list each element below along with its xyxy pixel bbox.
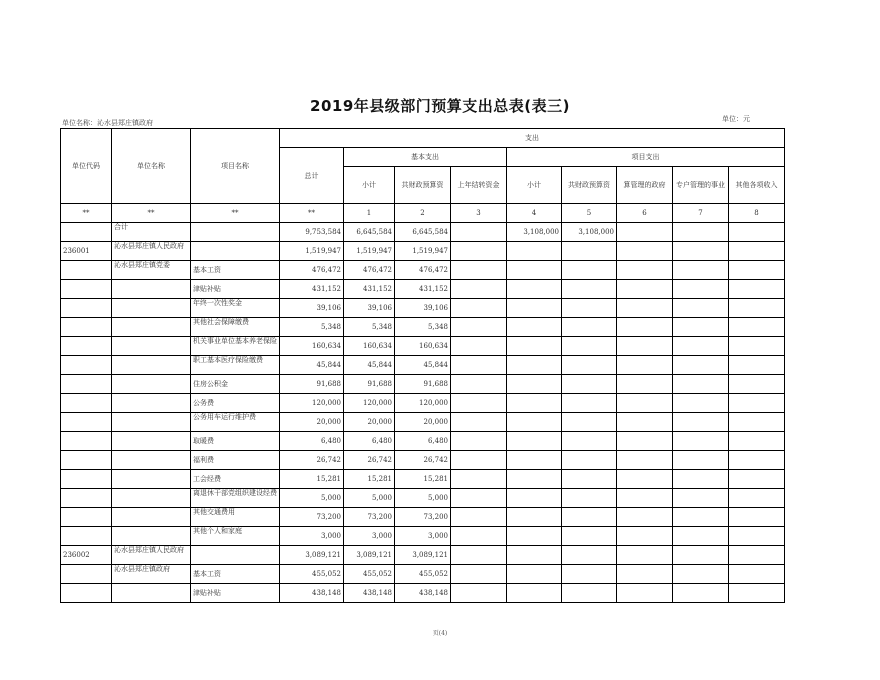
cell-item-name: 公务用车运行维护费 [191,413,280,432]
cell-item-name: 其他交通费用 [191,508,280,527]
header-project-public-finance: 共财政预算资 [562,167,617,204]
table-row [61,394,785,413]
cell-basic-carryover [451,451,507,470]
cell-project-other-income [729,394,785,413]
cell-project-special-account [673,527,729,546]
cell-basic-carryover [451,318,507,337]
table-row [61,508,785,527]
cell-basic-subtotal: 5,000 [344,489,395,508]
cell-basic-carryover [451,432,507,451]
cell-project-other-income [729,489,785,508]
cell-unit-name [112,318,191,337]
column-number: 3 [451,204,507,223]
cell-total: 26,742 [280,451,344,470]
header-basic: 基本支出 [344,148,507,167]
cell-basic-public-finance: 91,688 [395,375,451,394]
cell-project-subtotal [507,451,562,470]
cell-project-public-finance [562,546,617,565]
cell-basic-subtotal: 91,688 [344,375,395,394]
cell-basic-subtotal: 5,348 [344,318,395,337]
table-row [61,375,785,394]
cell-project-subtotal [507,242,562,261]
header-project-other-income: 其他各项收入 [729,167,785,204]
column-number: 6 [617,204,673,223]
cell-project-public-finance [562,261,617,280]
cell-basic-public-finance: 26,742 [395,451,451,470]
cell-total: 120,000 [280,394,344,413]
cell-project-special-account [673,394,729,413]
cell-project-special-account [673,451,729,470]
cell-unit-name [112,451,191,470]
cell-basic-carryover [451,489,507,508]
cell-total: 73,200 [280,508,344,527]
cell-project-gov-fund [617,356,673,375]
cell-unit-code [61,413,112,432]
cell-item-name: 年终一次性奖金 [191,299,280,318]
cell-total: 45,844 [280,356,344,375]
cell-project-subtotal [507,261,562,280]
cell-basic-subtotal: 3,000 [344,527,395,546]
cell-unit-code [61,299,112,318]
header-unit-name: 单位名称 [112,129,191,204]
cell-project-gov-fund [617,565,673,584]
cell-unit-name [112,375,191,394]
cell-unit-name: 沁水县郑庄镇人民政府 [112,546,191,565]
cell-project-special-account [673,337,729,356]
cell-basic-subtotal: 455,052 [344,565,395,584]
cell-unit-code [61,356,112,375]
cell-basic-public-finance: 431,152 [395,280,451,299]
page-number: 页(4) [432,630,448,637]
cell-project-gov-fund [617,375,673,394]
cell-unit-code [61,394,112,413]
cell-unit-code [61,375,112,394]
cell-project-gov-fund [617,584,673,603]
cell-item-name: 离退休干部党组织建设经费 [191,489,280,508]
column-number: 1 [344,204,395,223]
cell-basic-carryover [451,375,507,394]
cell-project-subtotal [507,394,562,413]
cell-unit-name [112,584,191,603]
cell-project-public-finance [562,527,617,546]
cell-unit-code [61,337,112,356]
cell-project-gov-fund [617,470,673,489]
cell-basic-public-finance: 45,844 [395,356,451,375]
cell-item-name: 基本工资 [191,565,280,584]
report-title: 2019年县级部门预算支出总表(表三) [310,97,570,115]
cell-project-gov-fund [617,261,673,280]
column-number: 5 [562,204,617,223]
cell-basic-subtotal: 39,106 [344,299,395,318]
cell-project-gov-fund [617,508,673,527]
cell-unit-name [112,356,191,375]
cell-project-subtotal [507,318,562,337]
cell-project-special-account [673,242,729,261]
cell-project-special-account [673,280,729,299]
cell-total: 91,688 [280,375,344,394]
cell-project-subtotal [507,508,562,527]
cell-item-name: 住房公积金 [191,375,280,394]
cell-project-other-income [729,508,785,527]
cell-total: 5,000 [280,489,344,508]
cell-basic-public-finance: 476,472 [395,261,451,280]
cell-project-special-account [673,565,729,584]
cell-basic-carryover [451,470,507,489]
cell-basic-public-finance: 1,519,947 [395,242,451,261]
cell-unit-code [61,280,112,299]
cell-unit-name [112,489,191,508]
cell-project-special-account [673,489,729,508]
cell-project-public-finance [562,356,617,375]
cell-project-public-finance [562,280,617,299]
cell-item-name: 其他个人和家庭 [191,527,280,546]
table-header [61,129,785,223]
cell-project-other-income [729,527,785,546]
cell-unit-name: 沁水县郑庄镇人民政府 [112,242,191,261]
cell-project-special-account [673,584,729,603]
cell-basic-public-finance: 5,348 [395,318,451,337]
table-row [61,432,785,451]
cell-basic-public-finance: 3,089,121 [395,546,451,565]
cell-project-other-income [729,546,785,565]
cell-project-special-account [673,261,729,280]
cell-project-public-finance: 3,108,000 [562,223,617,242]
cell-basic-carryover [451,527,507,546]
cell-basic-public-finance: 6,645,584 [395,223,451,242]
cell-project-subtotal [507,280,562,299]
cell-unit-code [61,451,112,470]
column-number: 4 [507,204,562,223]
cell-project-other-income [729,261,785,280]
cell-total: 476,472 [280,261,344,280]
table-row [61,223,785,242]
table-row [61,242,785,261]
cell-unit-code [61,489,112,508]
table-row [61,451,785,470]
cell-unit-code [61,508,112,527]
table-row [61,489,785,508]
column-number: 2 [395,204,451,223]
table-row [61,413,785,432]
cell-project-gov-fund [617,318,673,337]
cell-project-public-finance [562,337,617,356]
cell-item-name: 福利费 [191,451,280,470]
column-number-row [61,204,785,223]
table-row [61,584,785,603]
cell-project-subtotal [507,470,562,489]
cell-project-subtotal [507,356,562,375]
cell-project-subtotal [507,337,562,356]
cell-basic-subtotal: 120,000 [344,394,395,413]
cell-item-name [191,546,280,565]
cell-unit-name [112,337,191,356]
cell-item-name [191,242,280,261]
cell-basic-public-finance: 39,106 [395,299,451,318]
cell-basic-public-finance: 73,200 [395,508,451,527]
cell-project-other-income [729,451,785,470]
header-project-special-account: 专户管理的事业 [673,167,729,204]
cell-item-name: 津贴补贴 [191,280,280,299]
cell-project-other-income [729,299,785,318]
cell-project-gov-fund [617,394,673,413]
cell-basic-subtotal: 6,645,584 [344,223,395,242]
cell-project-other-income [729,318,785,337]
header-basic-carryover: 上年结转资金 [451,167,507,204]
cell-basic-public-finance: 120,000 [395,394,451,413]
cell-basic-subtotal: 3,089,121 [344,546,395,565]
cell-basic-public-finance: 3,000 [395,527,451,546]
cell-total: 5,348 [280,318,344,337]
cell-project-special-account [673,223,729,242]
cell-project-subtotal: 3,108,000 [507,223,562,242]
cell-basic-subtotal: 438,148 [344,584,395,603]
cell-basic-public-finance: 15,281 [395,470,451,489]
cell-total: 3,000 [280,527,344,546]
cell-item-name: 职工基本医疗保险缴费 [191,356,280,375]
cell-unit-name [112,508,191,527]
cell-item-name: 取暖费 [191,432,280,451]
cell-project-special-account [673,508,729,527]
cell-project-other-income [729,223,785,242]
cell-unit-name [112,527,191,546]
cell-project-public-finance [562,489,617,508]
cell-project-public-finance [562,413,617,432]
column-number: 8 [729,204,785,223]
table-row [61,546,785,565]
table-row [61,527,785,546]
cell-total: 431,152 [280,280,344,299]
cell-project-gov-fund [617,489,673,508]
cell-project-public-finance [562,375,617,394]
table-row [61,280,785,299]
cell-basic-carryover [451,280,507,299]
cell-total: 1,519,947 [280,242,344,261]
cell-basic-subtotal: 6,480 [344,432,395,451]
header-unit-code: 单位代码 [61,129,112,204]
cell-basic-public-finance: 6,480 [395,432,451,451]
cell-basic-carryover [451,356,507,375]
cell-project-gov-fund [617,527,673,546]
cell-project-public-finance [562,565,617,584]
cell-project-special-account [673,432,729,451]
cell-total: 39,106 [280,299,344,318]
cell-basic-carryover [451,508,507,527]
cell-basic-public-finance: 5,000 [395,489,451,508]
cell-basic-carryover [451,242,507,261]
cell-project-gov-fund [617,546,673,565]
cell-project-other-income [729,375,785,394]
cell-basic-carryover [451,261,507,280]
cell-basic-subtotal: 476,472 [344,261,395,280]
cell-project-gov-fund [617,432,673,451]
cell-project-public-finance [562,394,617,413]
cell-project-other-income [729,242,785,261]
cell-unit-name [112,394,191,413]
cell-basic-carryover [451,394,507,413]
cell-total: 9,753,584 [280,223,344,242]
cell-basic-subtotal: 26,742 [344,451,395,470]
currency-unit-label: 单位：元 [722,115,750,123]
cell-unit-name [112,280,191,299]
cell-unit-name [112,299,191,318]
cell-total: 6,480 [280,432,344,451]
cell-project-other-income [729,432,785,451]
header-expenditure: 支出 [280,129,785,148]
cell-basic-public-finance: 160,634 [395,337,451,356]
cell-project-public-finance [562,470,617,489]
cell-unit-name: 沁水县郑庄镇政府 [112,565,191,584]
cell-basic-carryover [451,223,507,242]
cell-unit-code [61,565,112,584]
cell-project-subtotal [507,299,562,318]
cell-project-subtotal [507,413,562,432]
cell-basic-subtotal: 73,200 [344,508,395,527]
cell-unit-name [112,470,191,489]
cell-project-gov-fund [617,242,673,261]
cell-basic-public-finance: 455,052 [395,565,451,584]
cell-project-special-account [673,546,729,565]
table-row [61,356,785,375]
cell-total: 455,052 [280,565,344,584]
cell-project-subtotal [507,527,562,546]
cell-basic-carryover [451,337,507,356]
table-row [61,299,785,318]
cell-item-name: 基本工资 [191,261,280,280]
cell-project-gov-fund [617,413,673,432]
cell-project-public-finance [562,242,617,261]
cell-project-other-income [729,356,785,375]
cell-unit-name [112,432,191,451]
header-basic-public-finance: 共财政预算资 [395,167,451,204]
cell-unit-code [61,223,112,242]
cell-project-special-account [673,299,729,318]
cell-total: 160,634 [280,337,344,356]
cell-basic-carryover [451,584,507,603]
cell-basic-public-finance: 438,148 [395,584,451,603]
cell-unit-code [61,261,112,280]
cell-basic-subtotal: 160,634 [344,337,395,356]
cell-unit-code [61,470,112,489]
column-number: ** [61,204,112,223]
cell-basic-subtotal: 431,152 [344,280,395,299]
cell-project-other-income [729,337,785,356]
cell-project-public-finance [562,299,617,318]
cell-item-name: 津贴补贴 [191,584,280,603]
cell-project-gov-fund [617,451,673,470]
cell-basic-carryover [451,413,507,432]
budget-table [60,128,785,603]
cell-project-public-finance [562,451,617,470]
header-basic-subtotal: 小计 [344,167,395,204]
cell-project-subtotal [507,375,562,394]
column-number: ** [191,204,280,223]
table-row [61,470,785,489]
cell-unit-code [61,318,112,337]
cell-basic-carryover [451,565,507,584]
cell-unit-code [61,432,112,451]
cell-project-subtotal [507,489,562,508]
cell-unit-name: 合计 [112,223,191,242]
cell-basic-carryover [451,299,507,318]
cell-total: 438,148 [280,584,344,603]
cell-project-other-income [729,584,785,603]
cell-project-subtotal [507,432,562,451]
cell-basic-carryover [451,546,507,565]
table-row [61,337,785,356]
cell-project-other-income [729,470,785,489]
cell-item-name: 其他社会保障缴费 [191,318,280,337]
cell-unit-code: 236001 [61,242,112,261]
cell-unit-code [61,584,112,603]
cell-project-gov-fund [617,337,673,356]
cell-project-other-income [729,280,785,299]
cell-project-special-account [673,413,729,432]
header-project: 项目支出 [507,148,785,167]
cell-item-name [191,223,280,242]
header-total: 总计 [280,148,344,204]
cell-project-gov-fund [617,299,673,318]
table-row [61,318,785,337]
cell-total: 20,000 [280,413,344,432]
cell-basic-subtotal: 1,519,947 [344,242,395,261]
cell-basic-subtotal: 15,281 [344,470,395,489]
cell-project-other-income [729,565,785,584]
table-body [61,223,785,603]
table-row [61,565,785,584]
column-number: 7 [673,204,729,223]
cell-project-subtotal [507,565,562,584]
cell-basic-subtotal: 20,000 [344,413,395,432]
cell-item-name: 机关事业单位基本养老保险 [191,337,280,356]
cell-total: 3,089,121 [280,546,344,565]
cell-unit-code: 236002 [61,546,112,565]
cell-project-special-account [673,318,729,337]
cell-unit-code [61,527,112,546]
cell-unit-name [112,413,191,432]
cell-project-special-account [673,470,729,489]
cell-basic-public-finance: 20,000 [395,413,451,432]
cell-project-gov-fund [617,280,673,299]
cell-unit-name: 沁水县郑庄镇党委 [112,261,191,280]
unit-name-label: 单位名称：沁水县郑庄镇政府 [62,119,153,127]
cell-item-name: 工会经费 [191,470,280,489]
cell-project-public-finance [562,508,617,527]
cell-item-name: 公务费 [191,394,280,413]
cell-project-public-finance [562,584,617,603]
cell-project-public-finance [562,318,617,337]
header-project-subtotal: 小计 [507,167,562,204]
column-number: ** [112,204,191,223]
cell-total: 15,281 [280,470,344,489]
cell-project-other-income [729,413,785,432]
cell-project-gov-fund [617,223,673,242]
cell-project-subtotal [507,584,562,603]
cell-project-special-account [673,375,729,394]
cell-project-public-finance [562,432,617,451]
cell-project-special-account [673,356,729,375]
header-project-gov-fund: 算管理的政府 [617,167,673,204]
cell-basic-subtotal: 45,844 [344,356,395,375]
cell-project-subtotal [507,546,562,565]
header-item-name: 项目名称 [191,129,280,204]
table-row [61,261,785,280]
column-number: ** [280,204,344,223]
